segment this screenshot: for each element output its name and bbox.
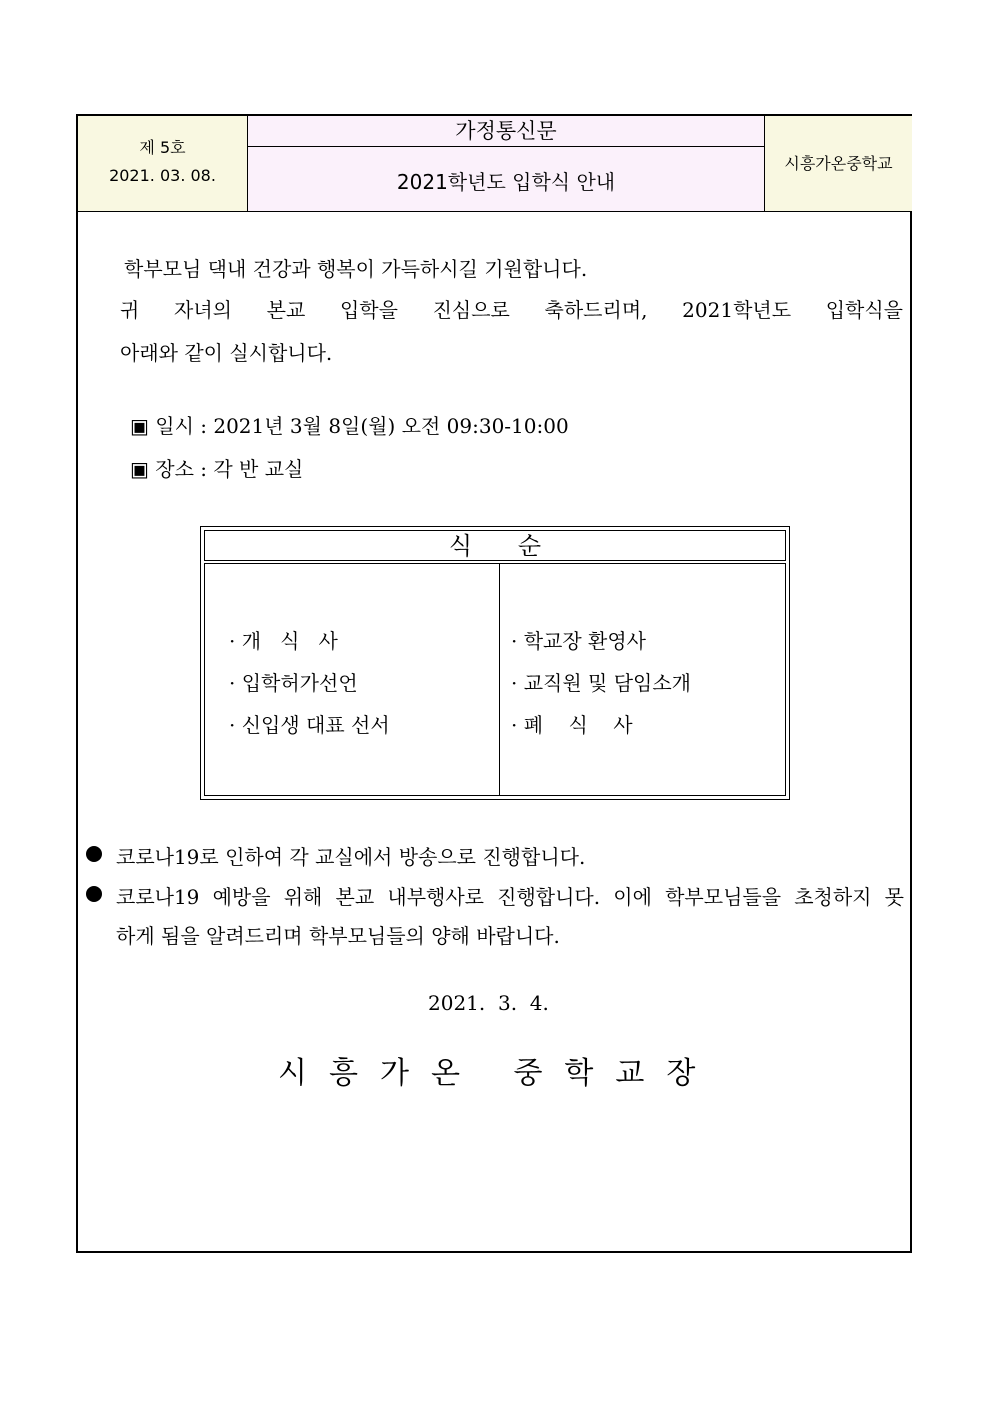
program-item: · 입학허가선언 (229, 671, 358, 695)
title-cell (248, 116, 765, 212)
principal-signature: 시흥가온 중학교장 (278, 1056, 718, 1091)
program-item: · 개 식 사 (229, 629, 338, 653)
intro-line-3: 아래와 같이 실시합니다. (120, 341, 333, 365)
issue-date: 2021. 03. 08. (109, 166, 216, 185)
program-heading: 식 순 (204, 530, 786, 561)
newsletter-title: 가정통신문 (248, 116, 764, 147)
program-item: · 폐 식 사 (511, 713, 633, 737)
bullet-icon (86, 846, 102, 862)
program-divider (499, 564, 500, 795)
program-item: · 학교장 환영사 (511, 629, 646, 653)
school-name: 시흥가온중학교 (765, 116, 912, 212)
newsletter-subtitle: 2021학년도 입학식 안내 (396, 170, 616, 194)
location-item (130, 453, 303, 482)
note-1: 코로나19로 인하여 각 교실에서 방송으로 진행합니다. (116, 845, 586, 869)
square-bullet-icon: ▣ (130, 457, 149, 481)
schedule-text: 일시 : 2021년 3월 8일(월) 오전 09:30-10:00 (155, 414, 569, 438)
issue-number: 제 5호 (139, 138, 186, 157)
note-2-line-2: 하게 됨을 알려드리며 학부모님들의 양해 바랍니다. (116, 924, 560, 948)
bullet-icon (86, 886, 102, 902)
intro-line-1: 학부모님 댁내 건강과 행복이 가득하시길 기원합니다. (124, 257, 588, 281)
issue-cell (78, 116, 248, 212)
location-text: 장소 : 각 반 교실 (155, 457, 304, 481)
program-item: · 신입생 대표 선서 (229, 713, 390, 737)
intro-line-2: 귀 자녀의 본교 입학을 진심으로 축하드리며, 2021학년도 입학식을 (120, 298, 903, 322)
note-2-line-1: 코로나19 예방을 위해 본교 내부행사로 진행합니다. 이에 학부모님들을 초청하지 못 (116, 885, 904, 909)
closing-date: 2021. 3. 4. (428, 991, 549, 1015)
program-item: · 교직원 및 담임소개 (511, 671, 691, 695)
program-box (200, 526, 790, 800)
schedule-item (130, 410, 569, 439)
square-bullet-icon: ▣ (130, 414, 149, 438)
